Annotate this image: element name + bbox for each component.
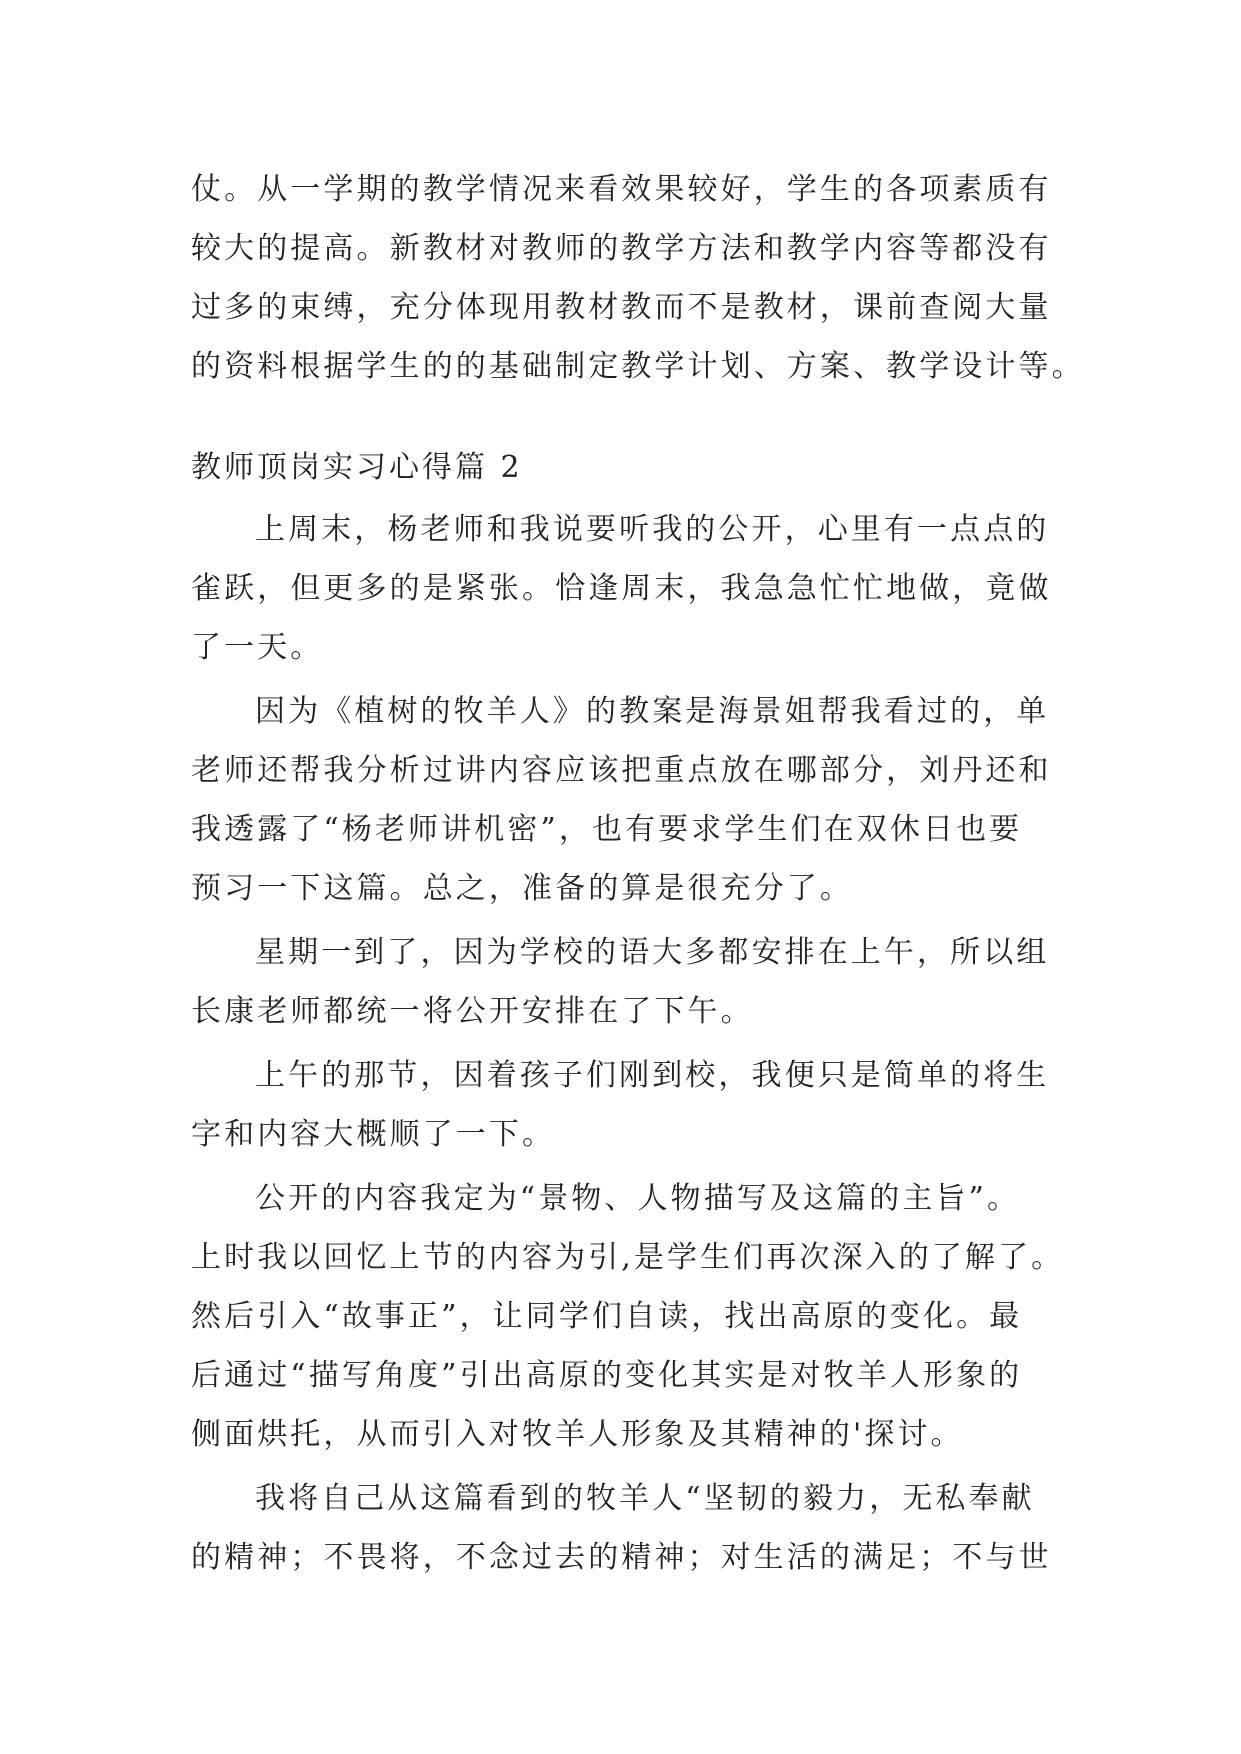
text-line: 然后引入“故事正”，让同学们自读，找出高原的变化。最 [191,1299,1023,1334]
text-line: 过多的束缚，充分体现用教材教而不是教材，课前查阅大量 [191,290,1052,325]
text-line: 长康老师都统一将公开安排在了下午。 [191,994,754,1029]
text-line: 仗。从一学期的教学情况来看效果较好，学生的各项素质有 [191,172,1052,207]
paragraph [191,500,1051,677]
paragraph [191,1169,1065,1464]
text-line: 的资料根据学生的的基础制定教学计划、方案、教学设计等。 [191,349,1085,384]
text-line: 星期一到了，因为学校的语大多都安排在上午，所以组 [255,935,1050,970]
paragraph [191,682,1051,918]
continued-paragraph [191,160,1085,396]
paragraph [191,1469,1051,1587]
text-line: 字和内容大概顺了一下。 [191,1117,556,1152]
text-line: 老师还帮我分析过讲内容应该把重点放在哪部分，刘丹还和 [191,753,1052,788]
text-line: 了一天。 [191,630,324,665]
text-line: 我透露了“杨老师讲机密”，也有要求学生们在双休日也要 [191,812,1023,847]
text-line: 上周末，杨老师和我说要听我的公开，心里有一点点的 [255,512,1050,547]
text-line: 的精神；不畏将，不念过去的精神；对生活的满足；不与世 [191,1540,1052,1575]
paragraph [191,1046,1051,1164]
paragraph [191,923,1051,1041]
text-line: 侧面烘托，从而引入对牧羊人形象及其精神的'探讨。 [191,1417,964,1452]
text-line: 较大的提高。新教材对教师的教学方法和教学内容等都没有 [191,231,1052,266]
document-page [191,160,1085,1592]
text-line: 雀跃，但更多的是紧张。恰逢周末，我急急忙忙地做，竟做 [191,571,1052,606]
text-line: 因为《植树的牧羊人》的教案是海景姐帮我看过的，单 [255,694,1050,729]
text-line: 后通过“描写角度”引出高原的变化其实是对牧羊人形象的 [191,1358,1023,1393]
section-title: 教师顶岗实习心得篇 2 [191,450,523,485]
text-line: 我将自己从这篇看到的牧羊人“坚韧的毅力，无私奉献 [255,1481,1035,1516]
text-line: 上午的那节，因着孩子们刚到校，我便只是简单的将生 [255,1058,1050,1093]
text-line: 公开的内容我定为“景物、人物描写及这篇的主旨”。 [255,1181,1021,1216]
text-line: 上时我以回忆上节的内容为引,是学生们再次深入的了解了。 [191,1240,1065,1275]
text-line: 预习一下这篇。总之，准备的算是很充分了。 [191,871,853,906]
